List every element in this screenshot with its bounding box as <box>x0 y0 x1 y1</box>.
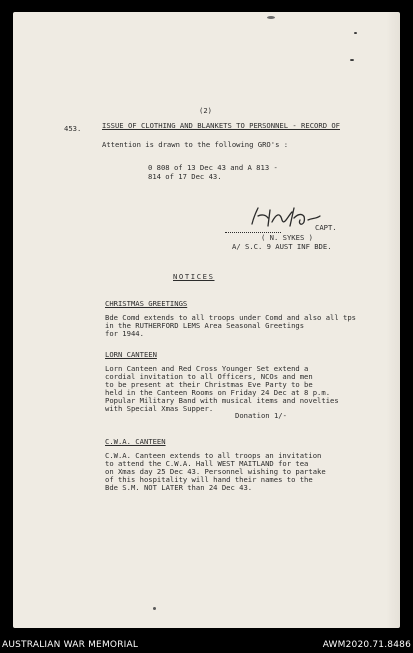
section-line: of this hospitality will hand their names to the <box>105 475 313 484</box>
page-number: (2) <box>199 106 212 115</box>
ink-speck <box>354 32 357 34</box>
item-heading: ISSUE OF CLOTHING AND BLANKETS TO PERSONNEL - RECORD OF <box>102 121 340 130</box>
signatory-name: ( N. SYKES ) <box>261 233 313 242</box>
document-page <box>13 12 400 628</box>
handwritten-signature-icon <box>248 202 324 232</box>
attention-line: Attention is drawn to the following GRO's : <box>102 140 289 149</box>
section-line: with Special Xmas Supper. <box>105 404 214 413</box>
signatory-unit: A/ S.C. 9 AUST INF BDE. <box>232 242 332 251</box>
signature-rank: CAPT. <box>315 223 337 232</box>
section-line: Bde Comd extends to all troops under Comd and also all tps <box>105 313 356 322</box>
section-line: Bde S.M. NOT LATER than 24 Dec 43. <box>105 483 253 492</box>
section-line: Lorn Canteen and Red Cross Younger Set extend a <box>105 364 309 373</box>
section-title: CHRISTMAS GREETINGS <box>105 299 188 308</box>
accession-number: AWM2020.71.8486 <box>322 640 411 650</box>
ink-speck <box>153 607 156 610</box>
gro-reference-line-1: 0 808 of 13 Dec 43 and A 813 - <box>148 163 278 172</box>
section-line: cordial invitation to all Officers, NCOs and men <box>105 372 313 381</box>
section-line: on Xmas day 25 Dec 43. Personnel wishing to partake <box>105 467 326 476</box>
section-line: in the RUTHERFORD LEMS Area Seasonal Greetings <box>105 321 305 330</box>
section-line: to attend the C.W.A. Hall WEST MAITLAND for tea <box>105 459 309 468</box>
ink-speck <box>350 59 354 61</box>
section-line: for 1944. <box>105 329 144 338</box>
section-line: to be present at their Christmas Eve Party to be <box>105 380 313 389</box>
section-title: LORN CANTEEN <box>105 350 157 359</box>
section-line: Popular Military Band with musical items and novelties <box>105 396 339 405</box>
ink-speck <box>267 16 275 19</box>
section-line: held in the Canteen Rooms on Friday 24 Dec at 8 p.m. <box>105 388 331 397</box>
section-title: C.W.A. CANTEEN <box>105 437 166 446</box>
gro-reference-line-2: 814 of 17 Dec 43. <box>148 172 222 181</box>
item-number: 453. <box>64 124 82 133</box>
section-line: C.W.A. Canteen extends to all troops an invitation <box>105 451 322 460</box>
institution-label: AUSTRALIAN WAR MEMORIAL <box>2 640 139 650</box>
notices-heading: NOTICES <box>173 272 215 281</box>
donation-note: Donation 1/- <box>235 411 287 420</box>
